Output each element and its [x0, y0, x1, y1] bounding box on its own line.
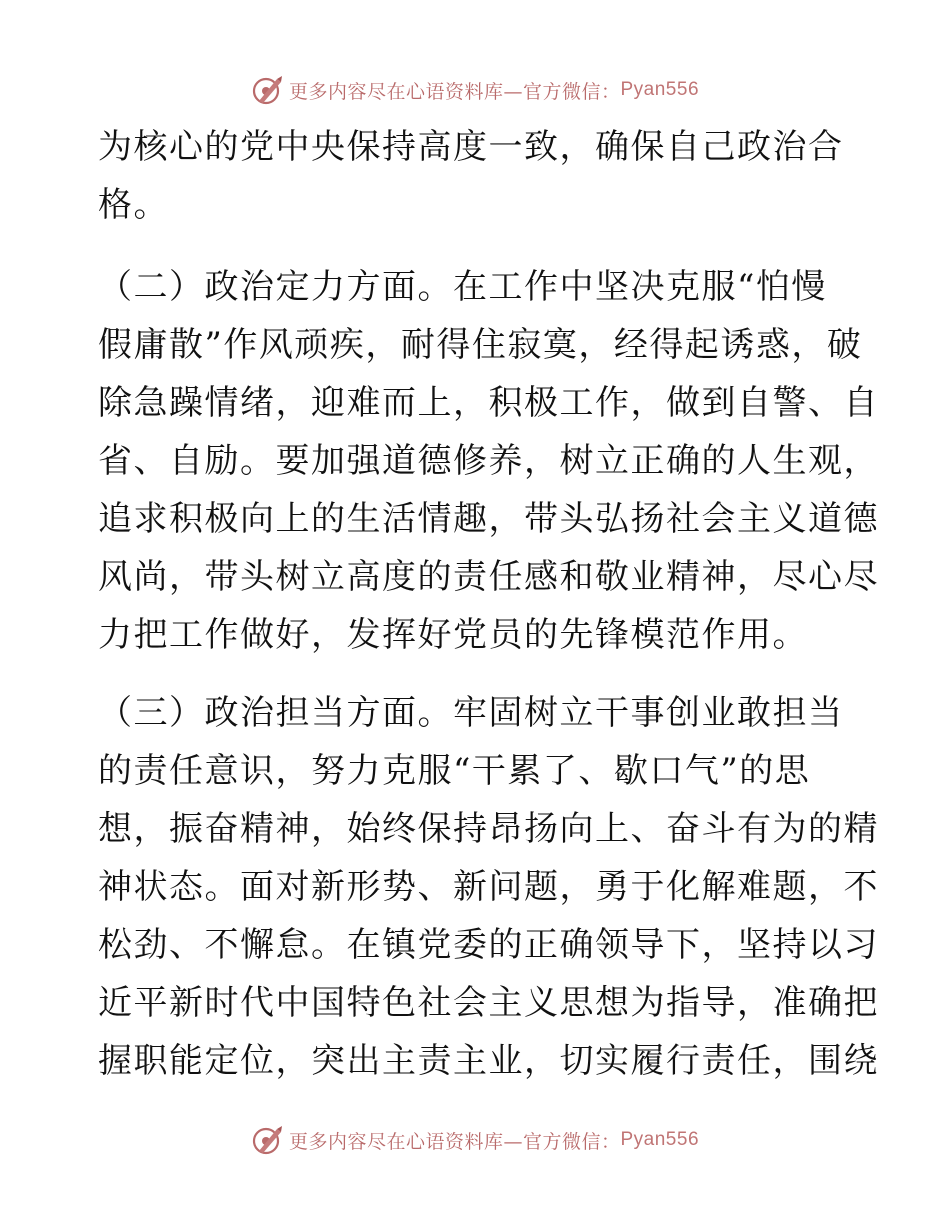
text-line: 为核心的党中央保持高度一致，确保自己政治合 — [98, 127, 844, 167]
pen-logo-icon — [251, 1123, 285, 1157]
paragraph-political-stability — [98, 258, 879, 664]
paragraph-political-responsibility — [98, 684, 879, 1090]
watermark-text: 更多内容尽在心语资料库—官方微信： — [288, 1130, 621, 1153]
pen-logo-icon — [251, 73, 285, 107]
document-body — [98, 118, 879, 1090]
text-line: 近平新时代中国特色社会主义思想为指导，准确把 — [98, 983, 879, 1023]
watermark-text: 更多内容尽在心语资料库—官方微信： — [288, 80, 621, 103]
text-line: 格。 — [98, 185, 169, 225]
text-line: 风尚，带头树立高度的责任感和敬业精神，尽心尽 — [98, 557, 879, 597]
text-line: 省、自励。要加强道德修养，树立正确的人生观， — [98, 441, 879, 481]
text-line: （三）政治担当方面。牢固树立干事创业敢担当 — [98, 693, 844, 733]
text-line: 握职能定位，突出主责主业，切实履行责任，围绕 — [98, 1041, 879, 1081]
text-line: 追求积极向上的生活情趣，带头弘扬社会主义道德 — [98, 499, 879, 539]
watermark-wechat-id: Pyan556 — [620, 1129, 700, 1150]
text-line: 神状态。面对新形势、新问题，勇于化解难题，不 — [98, 867, 879, 907]
text-line: 松劲、不懈怠。在镇党委的正确领导下，坚持以习 — [98, 925, 879, 965]
header-watermark — [0, 70, 950, 110]
text-line: 假庸散”作风顽疾，耐得住寂寞，经得起诱惑，破 — [98, 325, 863, 365]
paragraph-continuation — [98, 118, 850, 234]
watermark-wechat-id: Pyan556 — [620, 79, 700, 100]
text-line: 力把工作做好，发挥好党员的先锋模范作用。 — [98, 615, 808, 655]
text-line: 除急躁情绪，迎难而上，积极工作，做到自警、自 — [98, 383, 879, 423]
text-line: （二）政治定力方面。在工作中坚决克服“怕慢 — [98, 267, 827, 307]
text-line: 的责任意识，努力克服“干累了、歇口气”的思 — [98, 751, 811, 791]
footer-watermark — [0, 1120, 950, 1160]
text-line: 想，振奋精神，始终保持昂扬向上、奋斗有为的精 — [98, 809, 879, 849]
